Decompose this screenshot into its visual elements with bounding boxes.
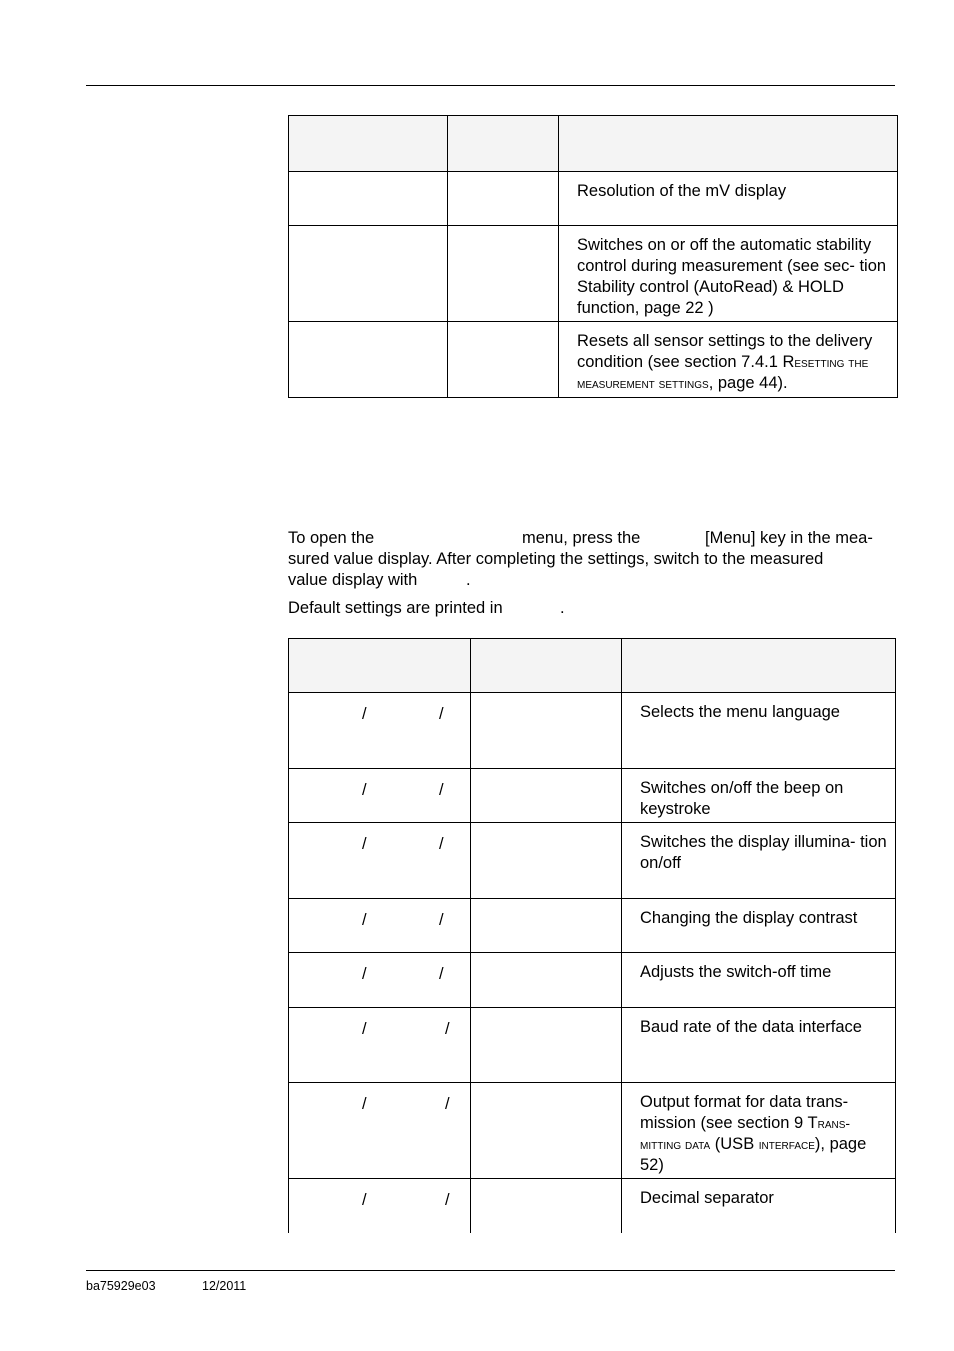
menu-path-cell [289, 1008, 471, 1083]
intro-text: sured value display. After completing the settings, switch to the measured [288, 550, 824, 568]
description-cell: Baud rate of the data interface [622, 1008, 896, 1083]
note-text: Default settings are printed in [288, 599, 503, 617]
header-cell [448, 116, 559, 172]
path-separator: / [439, 781, 444, 799]
description-cell: Changing the display contrast [622, 899, 896, 953]
menu-path-cell [289, 1083, 471, 1179]
menu-path-cell [289, 823, 471, 899]
table-header-row [289, 116, 898, 172]
intro-paragraph [288, 528, 888, 592]
value-cell [471, 693, 622, 769]
desc-text: Output format for data trans- mission (see section 9 T [640, 1093, 849, 1132]
value-cell [471, 899, 622, 953]
table-header-row [289, 639, 896, 693]
value-cell [471, 1179, 622, 1233]
path-separator: / [362, 1020, 367, 1038]
menu-path-cell [289, 953, 471, 1008]
header-cell [289, 639, 471, 693]
table-row [289, 823, 896, 899]
header-cell [471, 639, 622, 693]
path-separator: / [362, 705, 367, 723]
footer-doc-id: ba75929e03 [86, 1279, 156, 1293]
default-settings-note [288, 598, 888, 619]
path-separator: / [362, 1095, 367, 1113]
value-cell [471, 1083, 622, 1179]
path-separator: / [445, 1191, 450, 1209]
description-cell: Resolution of the mV display [559, 172, 898, 226]
table-row [289, 1008, 896, 1083]
path-separator: / [439, 705, 444, 723]
description-cell: Adjusts the switch-off time [622, 953, 896, 1008]
footer-date: 12/2011 [202, 1279, 247, 1293]
system-settings-table [288, 638, 896, 1233]
section-title-smallcaps: rans- mitting data [640, 1115, 851, 1152]
section-title-smallcaps: interface [758, 1136, 815, 1152]
menu-path-cell [289, 1179, 471, 1233]
description-cell: Switches on/off the beep on keystroke [622, 769, 896, 823]
section-title-smallcaps: esetting the measurement settings [577, 354, 869, 391]
table-row [289, 226, 898, 322]
table-row [289, 899, 896, 953]
header-rule [86, 85, 895, 86]
header-cell [622, 639, 896, 693]
path-separator: / [362, 911, 367, 929]
footer-rule [86, 1270, 895, 1271]
header-cell [559, 116, 898, 172]
table-row [289, 322, 898, 398]
setting-cell [289, 172, 448, 226]
sensor-settings-table [288, 115, 898, 398]
desc-text: , page 44). [708, 374, 788, 392]
intro-text: menu, press the [522, 529, 641, 547]
intro-text: To open the [288, 529, 375, 547]
table-row [289, 953, 896, 1008]
value-cell [448, 322, 559, 398]
menu-path-cell [289, 769, 471, 823]
path-separator: / [439, 835, 444, 853]
menu-path-cell [289, 899, 471, 953]
description-cell [622, 1083, 896, 1179]
table-row [289, 693, 896, 769]
path-separator: / [362, 965, 367, 983]
value-cell [471, 953, 622, 1008]
table-row [289, 1179, 896, 1233]
value-cell [448, 226, 559, 322]
description-cell [559, 322, 898, 398]
value-cell [448, 172, 559, 226]
header-cell [289, 116, 448, 172]
setting-cell [289, 226, 448, 322]
path-separator: / [445, 1020, 450, 1038]
value-cell [471, 823, 622, 899]
path-separator: / [362, 1191, 367, 1209]
description-cell: Switches the display illumina- tion on/off [622, 823, 896, 899]
description-cell: Selects the menu language [622, 693, 896, 769]
menu-path-cell [289, 693, 471, 769]
value-cell [471, 769, 622, 823]
note-text: . [560, 599, 565, 617]
desc-text: Resets all sensor settings to the delivery condition (see section 7.4.1 R [577, 332, 873, 371]
path-separator: / [362, 835, 367, 853]
desc-text: (USB [710, 1135, 759, 1153]
path-separator: / [445, 1095, 450, 1113]
path-separator: / [439, 965, 444, 983]
table-row [289, 769, 896, 823]
path-separator: / [439, 911, 444, 929]
description-cell: Switches on or off the automatic stability control during measurement (see sec- tion Stability control (AutoRead) & HOLD function, page 22 ) [559, 226, 898, 322]
desc-text: ), page 52) [640, 1135, 867, 1174]
value-cell [471, 1008, 622, 1083]
table-row [289, 172, 898, 226]
table-row [289, 1083, 896, 1179]
intro-text: . [466, 571, 471, 589]
intro-text: [Menu] key in the mea- [705, 529, 873, 547]
setting-cell [289, 322, 448, 398]
intro-text: value display with [288, 571, 418, 589]
description-cell: Decimal separator [622, 1179, 896, 1233]
path-separator: / [362, 781, 367, 799]
